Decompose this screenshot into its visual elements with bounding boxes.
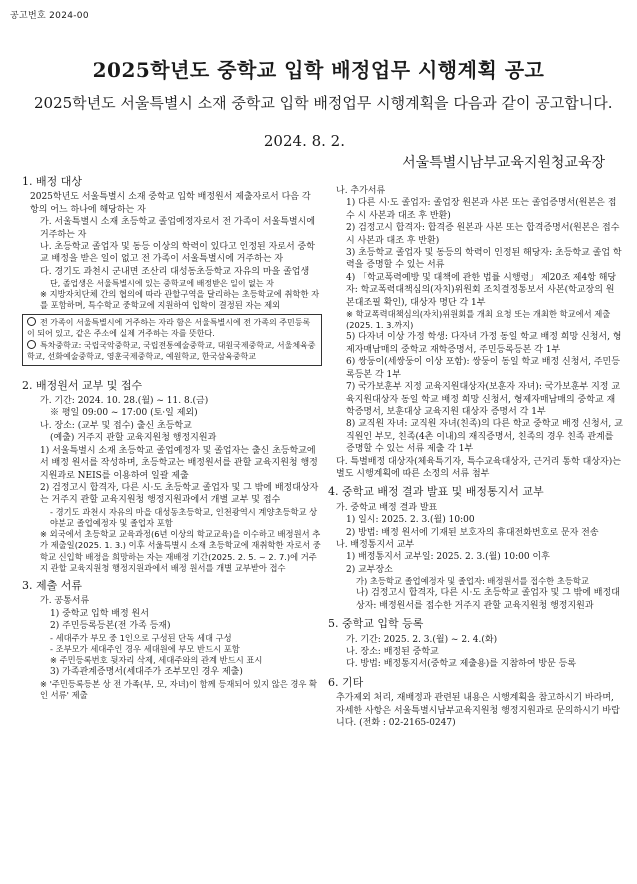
document-number: 공고번호 2024-00 bbox=[10, 11, 89, 21]
s4-item-na-1: 1) 배정통지서 교부일: 2025. 2. 3.(월) 10:00 이후 bbox=[346, 552, 550, 563]
s4-item-ga-1: 1) 일시: 2025. 2. 3.(월) 10:00 bbox=[346, 515, 475, 526]
s5-item-na: 나. 장소: 배정된 중학교 bbox=[346, 647, 439, 658]
s3-extra-3: 3) 초등학교 졸업자 및 동등의 학력이 인정된 해당자: 초등학교 졸업 학력을 증명할 수 있는 서류 bbox=[346, 248, 622, 271]
intro-text: 2025학년도 서울특별시 소재 중학교 입학 배정업무 시행계획을 다음과 같이 공고합니다. bbox=[34, 94, 613, 112]
s1-lead: 2025학년도 서울특별시 소재 중학교 입학 배정원서 제출자로서 다음 각 항의 어느 하나에 해당하는 자 bbox=[30, 192, 311, 215]
s1-box-item-special bbox=[27, 340, 317, 363]
circle-bullet-icon bbox=[27, 340, 36, 349]
s3-extra-2: 2) 검정고시 합격자: 합격증 원본과 사본 또는 합격증명서(원본은 접수 시 사본과 대조 후 반환) bbox=[346, 223, 620, 246]
s3-item-2b: - 조부모가 세대주인 경우 세대원에 부모 반드시 포함 bbox=[50, 643, 240, 654]
section-1-heading: 1. 배정 대상 bbox=[22, 175, 82, 188]
s1-note-jurisdiction: ※ 지방자치단체 간의 협의에 따라 관할구역을 달리하는 초등학교에 취학한 자를 포함하며, 특수학교 중학교에 지원하여 입학이 결정된 자는 제외 bbox=[40, 289, 320, 311]
section-2-heading: 2. 배정원서 교부 및 접수 bbox=[22, 378, 143, 392]
left-column bbox=[22, 176, 322, 701]
s3-item-na: 나. 추가서류 bbox=[336, 186, 386, 196]
s2-note-abroad: ※ 외국에서 초등학교 교육과정(6년 이상의 학교교육)을 이수하고 배정원서 추가 제출일(2025. 1. 3.) 이후 서울특별시 소재 초등학교에 재취학한 자로서 중학교 신입학 배정을 희망하는 자는 재배정 기간(2025. 2. 5. ~ 2. 7.)에 거주지 관할 교육지원청 행정지원과에서 배정 원서를 개별 교부받아 접수 bbox=[40, 529, 321, 573]
s3-item-2a: - 세대주가 부모 중 1인으로 구성된 단독 세대 구성 bbox=[50, 632, 232, 643]
s5-item-ga: 가. 기간: 2025. 2. 3.(월) ~ 2. 4.(화) bbox=[346, 634, 498, 645]
s1-item-ga: 가. 서울특별시 소재 초등학교 졸업예정자로서 전 가족이 서울특별시에 거주하는 자 bbox=[40, 217, 316, 240]
circle-bullet-icon bbox=[27, 317, 36, 326]
s2-item-ga: 가. 기간: 2024. 10. 28.(월) ~ 11. 8.(금) bbox=[40, 396, 209, 407]
issuer-name: 서울특별시남부교육지원청교육장 bbox=[402, 155, 605, 171]
s3-item-2: 2) 주민등록등본(전 가족 등재) bbox=[50, 621, 171, 632]
s5-item-da: 다. 방법: 배정통지서(중학교 제출용)를 지참하여 방문 등록 bbox=[346, 659, 577, 670]
s4-item-na: 나. 배정통지서 교부 bbox=[336, 539, 415, 550]
section-6-heading: 6. 기타 bbox=[328, 675, 364, 689]
s1-info-box bbox=[22, 314, 322, 366]
s3-item-ga: 가. 공통서류 bbox=[40, 596, 90, 607]
s3-item-1: 1) 중학교 입학 배정 원서 bbox=[50, 608, 149, 619]
s3-item-2c: ※ 주민등록번호 뒷자리 삭제, 세대주와의 관계 반드시 표시 bbox=[50, 654, 263, 665]
s1-box-item-residence bbox=[27, 317, 317, 340]
section-4-heading: 4. 중학교 배정 결과 발표 및 배정통지서 교부 bbox=[328, 485, 544, 499]
s4-item-na-2b: 나) 검정고시 합격자, 다른 시·도 초등학교 졸업자 및 그 밖에 배정대상자: 배정원서를 접수한 거주지 관할 교육지원청 행정지원과 bbox=[356, 588, 620, 611]
announcement-date: 2024. 8. 2. bbox=[263, 132, 345, 150]
s3-item-da: 다. 특별배정 대상자(체육특기자, 특수교육대상자, 근거리 통학 대상자)는 별도 시행계획에 따른 소정의 서류 첨부 bbox=[336, 456, 621, 479]
s1-item-da: 다. 경기도 과천시 군내면 조산리 대성동초등학교 자유의 마을 졸업생 bbox=[40, 266, 310, 277]
s4-item-na-2a: 가) 초등학교 졸업예정자 및 졸업자: 배정원서를 접수한 초등학교 bbox=[356, 576, 589, 587]
s3-extra-5: 5) 다자녀 이상 가정 학생: 다자녀 가정 동일 학교 배정 희망 신청서, 형제자매남매의 중학교 재학증명서, 주민등록등본 각 1부 bbox=[346, 332, 622, 355]
s3-extra-8: 8) 교직원 자녀: 교직원 자녀(친족)의 다른 학교 중학교 배정 신청서, 교직원인 부모, 친족(4촌 이내)의 재직증명서, 친족의 경우 친족 관계를 증명할 수 있는 서류 제출 각 1부 bbox=[346, 419, 623, 455]
s3-extra-4: 4) 「학교폭력예방 및 대책에 관한 법률 시행령」 제20조 제4항 해당자: 학교폭력대책심의(자치)위원회 조치결정통보서 사본(학교장의 원본대조필 확인), 대상자 명단 각 1부 bbox=[346, 272, 617, 308]
right-column bbox=[328, 185, 623, 729]
s4-item-na-2: 2) 교부장소 bbox=[346, 564, 393, 575]
s2-item-na: 나. 장소: (교부 및 접수) 출신 초등학교 bbox=[40, 420, 192, 431]
s3-extra-6: 6) 쌍둥이(세쌍둥이 이상 포함): 쌍둥이 동일 학교 배정 신청서, 주민등록등본 각 1부 bbox=[346, 357, 620, 380]
s3-extra-4-note: ※ 학교폭력대책심의(자치)위원회를 개최 요청 또는 개최한 학교에서 제출(2025. 1. 3.까지) bbox=[346, 309, 611, 331]
s1-box-text-special: 특차중학교: 국립국악중학교, 국립전통예술중학교, 대원국제중학교, 서울체육중학교, 선화예술중학교, 영훈국제중학교, 예원학교, 한국삼육중학교 bbox=[27, 340, 316, 362]
s1-box-text-residence: 전 가족이 서울특별시에 거주하는 자라 함은 서울특별시에 전 가족의 주민등록이 되어 있고, 같은 주소에 실제 거주하는 자를 뜻한다. bbox=[27, 317, 311, 339]
s1-note-graduates: 단, 졸업생은 서울특별시에 있는 중학교에 배정받은 일이 없는 자 bbox=[50, 279, 274, 289]
page-title: 2025학년도 중학교 입학 배정업무 시행계획 공고 bbox=[92, 58, 545, 82]
section-3-heading: 3. 제출 서류 bbox=[22, 578, 82, 592]
s2-item-na-sub: (예출) 거주지 관할 교육지원청 행정지원과 bbox=[50, 433, 217, 444]
s4-item-ga: 가. 중학교 배정 결과 발표 bbox=[336, 502, 438, 513]
s2-item-1: 1) 서울특별시 소재 초등학교 졸업예정자 및 졸업자는 출신 초등학교에서 배정 원서를 작성하며, 초등학교는 배정원서를 관할 교육지원청 행정지원과로 NEIS를 이용하여 일괄 제출 bbox=[40, 445, 318, 481]
s6-body: 추가제외 처리, 재배정과 관련된 내용은 시행계획을 참고하시기 바라며, 자세한 사항은 서울특별시남부교육지원청 행정지원과로 문의하시기 바랍니다. (전화 : 02-2165-0247) bbox=[336, 693, 620, 729]
s2-item-2: 2) 검정고시 합격자, 다른 시·도 초등학교 졸업자 및 그 밖에 배정대상자는 거주지 관할 교육지원청 행정지원과에서 개별 교부 및 접수 bbox=[40, 482, 319, 506]
s2-item-2-sub: - 경기도 과천시 자유의 마을 대성동초등학교, 인천광역시 계양초등학교 상야분교 졸업예정자 및 졸업자 포함 bbox=[50, 506, 318, 528]
s2-item-ga-note: ※ 평일 09:00 ~ 17:00 (토·일 제외) bbox=[50, 408, 198, 419]
s3-extra-1: 1) 다른 시·도 졸업자: 졸업장 원본과 사본 또는 졸업증명서(원본은 접수 시 사본과 대조 후 반환) bbox=[346, 198, 617, 221]
s3-extra-7: 7) 국가보훈부 지정 교육지원대상자(보훈자 자녀): 국가보훈부 지정 교육지원대상자 동일 학교 배정 희망 신청서, 형제자매남매의 중학교 재학증명서, 보훈대상 교육지원 대상자 증명서 각 1부 bbox=[346, 382, 621, 417]
section-5-heading: 5. 중학교 입학 등록 bbox=[328, 617, 424, 631]
s3-item-3: 3) 가족관계증명서(세대주가 조부모인 경우 제출) bbox=[50, 667, 243, 678]
s4-item-ga-2: 2) 방법: 배정 원서에 기재된 보호자의 휴대전화번호로 문자 전송 bbox=[346, 527, 599, 538]
s3-note: ※ '주민등록등본 상 전 가족(부, 모, 자녀)이 함께 등재되어 있지 않은 경우 확인 서류' 제출 bbox=[40, 678, 318, 700]
s1-item-na: 나. 초등학교 졸업자 및 동등 이상의 학력이 있다고 인정된 자로서 중학교 배정을 받은 일이 없고 전 가족이 서울특별시에 거주하는 자 bbox=[40, 242, 315, 265]
